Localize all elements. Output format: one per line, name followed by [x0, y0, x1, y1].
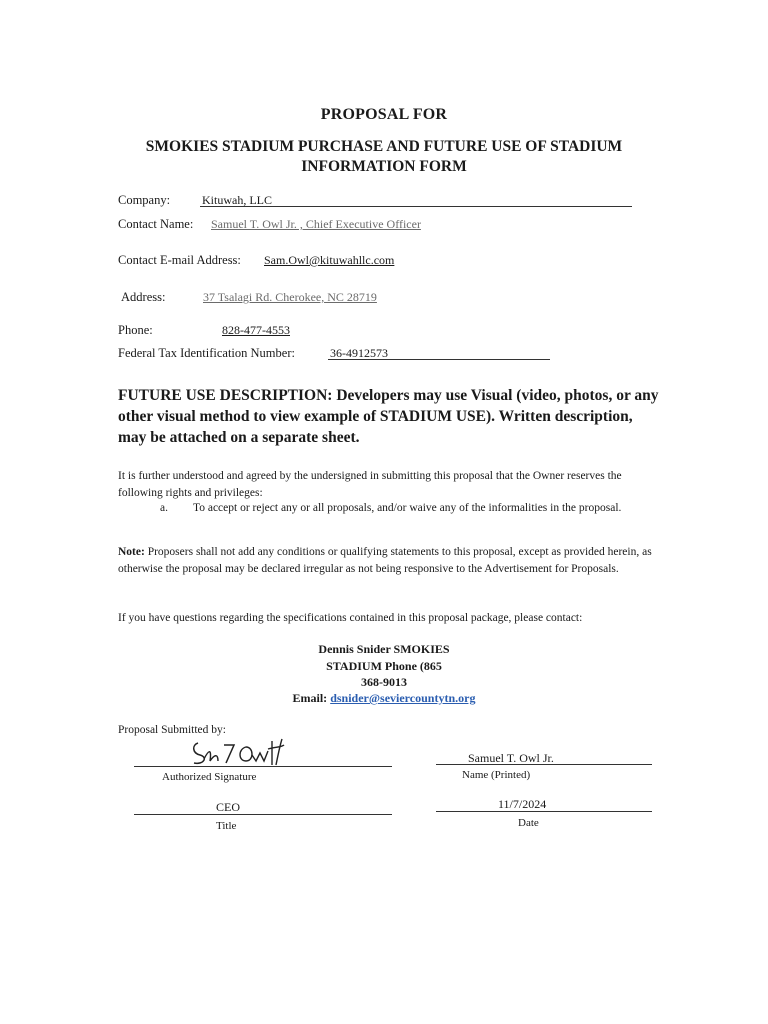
terms-intro: It is further understood and agreed by the undersigned in submitting this proposal that the Owner reserves the following rights and privileges: — [118, 470, 622, 499]
contact-email-link[interactable]: dsnider@seviercountytn.org — [330, 691, 476, 705]
title-line — [134, 814, 392, 815]
handwritten-signature — [188, 735, 288, 769]
terms-item-marker: a. — [160, 502, 168, 514]
contact-name-value: Samuel T. Owl Jr. , Chief Executive Officer — [211, 217, 421, 231]
printed-name-line — [436, 764, 652, 765]
title-caption: Title — [216, 820, 237, 832]
note-label: Note: — [118, 546, 145, 558]
address-value: 37 Tsalagi Rd. Cherokee, NC 28719 — [203, 290, 377, 304]
contact-email-label: Email: — [292, 691, 328, 705]
phone-label: Phone: — [118, 323, 153, 337]
date-value: 11/7/2024 — [498, 797, 547, 811]
tax-id-value: 36-4912573 — [330, 346, 388, 360]
tax-id-underline — [328, 359, 550, 360]
contact-line1: Dennis Snider SMOKIES — [318, 642, 450, 656]
contact-line2: STADIUM Phone (865 — [326, 659, 442, 673]
phone-value: 828-477-4553 — [222, 323, 290, 337]
contact-line3: 368-9013 — [361, 675, 407, 689]
company-value: Kituwah, LLC — [202, 193, 272, 207]
questions-text: If you have questions regarding the specifications contained in this proposal package, please contact: — [118, 612, 583, 624]
signature-caption: Authorized Signature — [162, 771, 257, 783]
date-caption: Date — [518, 817, 539, 829]
note-paragraph — [118, 544, 663, 578]
date-line — [436, 811, 652, 812]
form-subtitle-line1: SMOKIES STADIUM PURCHASE AND FUTURE USE OF STADIUM — [145, 138, 623, 155]
printed-name-value: Samuel T. Owl Jr. — [468, 751, 554, 765]
form-subtitle-line2: INFORMATION FORM — [301, 158, 467, 175]
company-underline — [200, 206, 632, 207]
terms-item-text: To accept or reject any or all proposals, and/or waive any of the informalities in the proposal. — [193, 502, 622, 514]
title-value: CEO — [216, 800, 240, 814]
address-label: Address: — [121, 290, 166, 304]
printed-name-caption: Name (Printed) — [462, 769, 531, 781]
signature-line — [134, 766, 392, 767]
email-label: Contact E-mail Address: — [118, 253, 241, 267]
company-label: Company: — [118, 193, 171, 207]
tax-id-label: Federal Tax Identification Number: — [118, 346, 295, 360]
form-title: PROPOSAL FOR — [320, 106, 448, 123]
contact-name-label: Contact Name: — [118, 217, 194, 231]
email-value: Sam.Owl@kituwahllc.com — [264, 253, 395, 267]
submitted-by-label: Proposal Submitted by: — [118, 724, 226, 736]
future-use-description: FUTURE USE DESCRIPTION: Developers may use Visual (video, photos, or any other visual method to view example of STADIUM USE). Written description, may be attached on a separate sheet. — [118, 387, 659, 446]
contact-email-row — [0, 691, 768, 706]
note-text: Proposers shall not add any conditions or qualifying statements to this proposal, except as provided herein, as otherwise the proposal may be declared irregular as not being responsive to the Advertisement for Proposals. — [118, 546, 652, 575]
